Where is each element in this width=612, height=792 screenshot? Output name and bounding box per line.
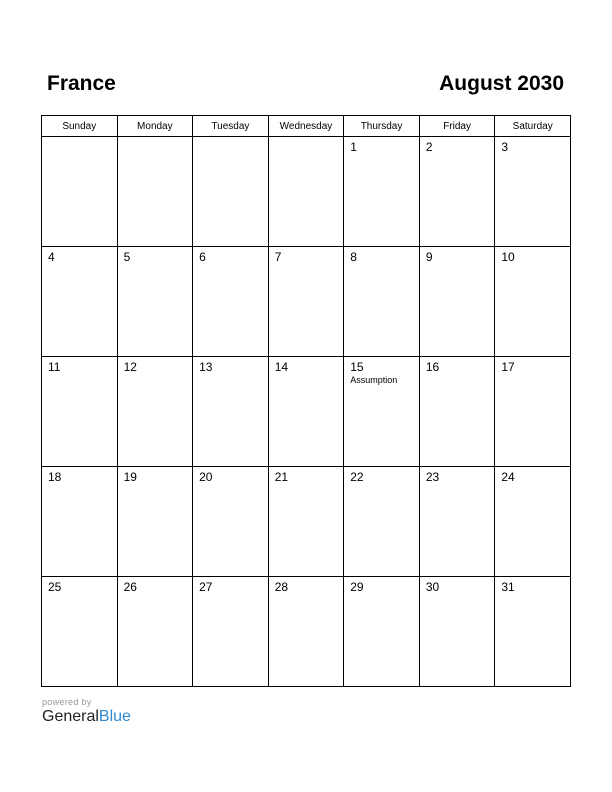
day-cell — [344, 577, 420, 687]
day-number: 11 — [48, 360, 61, 374]
day-number: 15 — [350, 360, 364, 374]
week-row — [42, 577, 571, 687]
day-number: 16 — [425, 360, 440, 374]
day-number: 27 — [199, 580, 213, 594]
day-number — [118, 137, 193, 140]
day-number: 20 — [199, 470, 213, 484]
day-number: 26 — [123, 580, 137, 594]
holiday-label: Assumption — [350, 375, 398, 385]
day-cell — [495, 467, 571, 577]
weekday-sunday: Sunday — [42, 116, 118, 137]
generalblue-logo — [42, 708, 131, 726]
day-number: 14 — [274, 360, 289, 374]
day-cell — [268, 357, 344, 467]
day-number: 29 — [350, 580, 364, 594]
day-cell — [495, 577, 571, 687]
day-cell — [117, 357, 193, 467]
day-number: 7 — [274, 250, 282, 264]
day-cell — [42, 577, 118, 687]
day-number: 9 — [425, 250, 433, 264]
day-number: 31 — [501, 580, 515, 594]
day-cell — [268, 137, 344, 247]
day-cell — [42, 137, 118, 247]
weekday-friday: Friday — [419, 116, 495, 137]
day-number: 17 — [501, 360, 515, 374]
weekday-monday: Monday — [117, 116, 193, 137]
day-number: 4 — [48, 250, 55, 264]
day-number: 8 — [350, 250, 357, 264]
calendar-grid — [41, 115, 571, 687]
day-number: 10 — [501, 250, 515, 264]
day-cell — [193, 137, 269, 247]
day-cell — [419, 357, 495, 467]
day-cell — [117, 247, 193, 357]
brand-blue: Blue — [98, 708, 131, 725]
day-cell — [268, 467, 344, 577]
day-number: 22 — [350, 470, 364, 484]
day-cell — [495, 137, 571, 247]
day-cell — [268, 247, 344, 357]
day-number — [193, 137, 268, 140]
weekday-header-row — [42, 116, 571, 137]
day-cell — [344, 247, 420, 357]
country-title: France — [47, 72, 116, 95]
day-cell — [419, 577, 495, 687]
day-number: 25 — [48, 580, 62, 594]
weekday-saturday: Saturday — [495, 116, 571, 137]
day-number: 23 — [425, 470, 440, 484]
day-cell — [117, 467, 193, 577]
day-number: 24 — [501, 470, 515, 484]
day-number: 21 — [274, 470, 289, 484]
footer-branding — [42, 697, 131, 726]
week-row — [42, 357, 571, 467]
day-cell — [344, 137, 420, 247]
day-number: 13 — [199, 360, 213, 374]
week-row — [42, 247, 571, 357]
day-cell — [419, 137, 495, 247]
day-cell — [193, 577, 269, 687]
day-cell — [268, 577, 344, 687]
week-row — [42, 137, 571, 247]
day-cell — [42, 357, 118, 467]
day-cell — [117, 137, 193, 247]
day-cell — [419, 467, 495, 577]
day-cell — [193, 247, 269, 357]
day-number: 12 — [123, 360, 137, 374]
day-cell — [344, 357, 420, 467]
day-number: 30 — [425, 580, 440, 594]
day-number — [42, 137, 117, 140]
day-cell — [193, 467, 269, 577]
day-number: 19 — [123, 470, 137, 484]
day-cell — [495, 247, 571, 357]
day-cell — [42, 247, 118, 357]
day-number: 3 — [501, 140, 509, 154]
calendar-header — [41, 70, 570, 100]
powered-by-text: powered by — [42, 697, 92, 707]
day-number: 18 — [48, 470, 62, 484]
day-cell — [117, 577, 193, 687]
day-number: 2 — [425, 140, 433, 154]
week-row — [42, 467, 571, 577]
weekday-tuesday: Tuesday — [193, 116, 269, 137]
day-number: 5 — [123, 250, 131, 264]
day-cell — [344, 467, 420, 577]
day-cell — [419, 247, 495, 357]
weekday-thursday: Thursday — [344, 116, 420, 137]
brand-general: General — [42, 708, 99, 725]
day-cell — [193, 357, 269, 467]
weekday-wednesday: Wednesday — [268, 116, 344, 137]
day-cell — [495, 357, 571, 467]
day-cell — [42, 467, 118, 577]
month-title: August 2030 — [439, 72, 564, 95]
day-number — [269, 137, 344, 140]
day-number: 28 — [274, 580, 289, 594]
day-number: 6 — [199, 250, 206, 264]
day-number: 1 — [350, 140, 357, 154]
